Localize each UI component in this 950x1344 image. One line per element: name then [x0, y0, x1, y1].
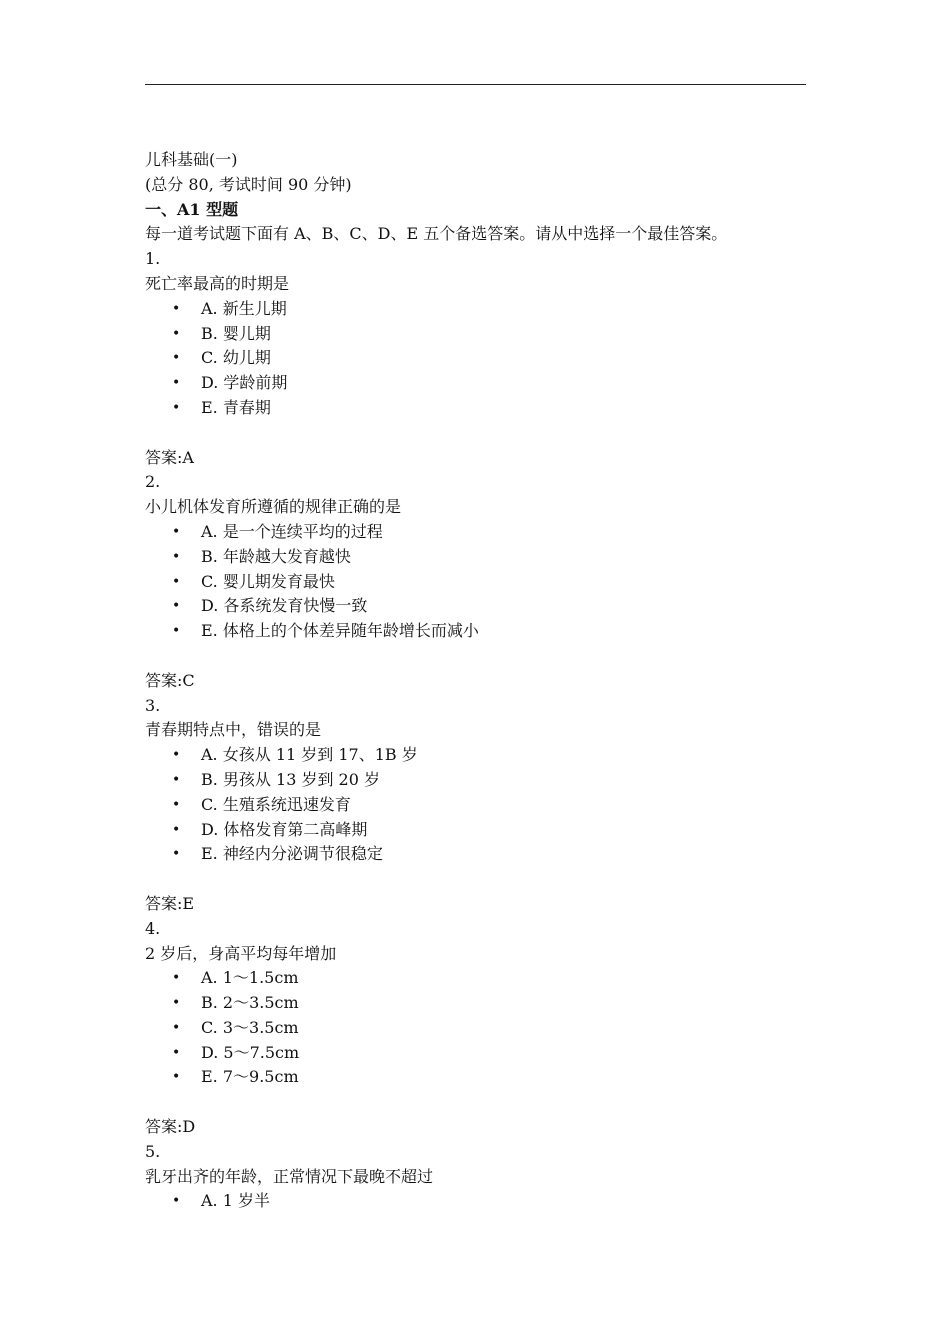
option-list	[145, 966, 845, 1090]
option-item	[145, 594, 845, 619]
question-number: 5.	[145, 1141, 161, 1161]
document-title: 儿科基础(一)	[145, 150, 238, 169]
option-text: A. 新生儿期	[201, 298, 287, 318]
option-item	[145, 793, 845, 818]
option-item	[145, 570, 845, 595]
bullet-icon: •	[172, 1044, 181, 1061]
option-text: C. 幼儿期	[201, 348, 271, 368]
document-body	[145, 148, 845, 1214]
option-item	[145, 619, 845, 644]
option-text: D. 学龄前期	[201, 373, 288, 393]
option-item	[145, 768, 845, 793]
bullet-icon: •	[172, 970, 181, 987]
bullet-icon: •	[172, 598, 181, 615]
bullet-icon: •	[172, 325, 181, 342]
header-rule	[145, 84, 806, 85]
option-item	[145, 842, 845, 867]
bullet-icon: •	[172, 350, 181, 367]
option-text: A. 女孩从 11 岁到 17、1B 岁	[201, 745, 418, 765]
option-text: B. 2～3.5cm	[201, 993, 299, 1013]
option-item	[145, 297, 845, 322]
option-text: C. 婴儿期发育最快	[201, 571, 335, 591]
option-item	[145, 1041, 845, 1066]
bullet-icon: •	[172, 623, 181, 640]
option-item	[145, 520, 845, 545]
bullet-icon: •	[172, 523, 181, 540]
section-heading: 一、A1 型题	[145, 199, 239, 219]
option-text: D. 各系统发育快慢一致	[201, 596, 368, 616]
option-text: B. 男孩从 13 岁到 20 岁	[201, 769, 380, 789]
option-item	[145, 966, 845, 991]
option-text: E. 7～9.5cm	[201, 1067, 299, 1087]
option-text: C. 生殖系统迅速发育	[201, 794, 351, 814]
question-stem: 2 岁后，身高平均每年增加	[145, 943, 337, 963]
bullet-icon: •	[172, 399, 181, 416]
option-text: A. 1～1.5cm	[201, 968, 299, 988]
option-item	[145, 346, 845, 371]
option-text: B. 婴儿期	[201, 323, 271, 343]
answer-line: 答案:C	[145, 670, 195, 690]
option-item	[145, 371, 845, 396]
option-item	[145, 1016, 845, 1041]
option-list	[145, 743, 845, 867]
section-instruction: 每一道考试题下面有 A、B、C、D、E 五个备选答案。请从中选择一个最佳答案。	[145, 224, 728, 244]
option-text: C. 3～3.5cm	[201, 1017, 299, 1037]
question-number: 2.	[145, 472, 161, 492]
bullet-icon: •	[172, 1019, 181, 1036]
question-5	[145, 1140, 845, 1214]
option-list	[145, 520, 845, 644]
option-text: B. 年龄越大发育越快	[201, 546, 351, 566]
question-number: 1.	[145, 249, 161, 269]
bullet-icon: •	[172, 573, 181, 590]
bullet-icon: •	[172, 995, 181, 1012]
option-item	[145, 545, 845, 570]
question-4	[145, 917, 845, 1140]
document-subtitle: (总分 80, 考试时间 90 分钟)	[145, 174, 352, 194]
answer-line: 答案:A	[145, 447, 194, 467]
bullet-icon: •	[172, 1069, 181, 1086]
option-item	[145, 322, 845, 347]
bullet-icon: •	[172, 375, 181, 392]
question-stem: 死亡率最高的时期是	[145, 273, 290, 293]
bullet-icon: •	[172, 771, 181, 788]
question-2	[145, 470, 845, 693]
bullet-icon: •	[172, 300, 181, 317]
question-3	[145, 694, 845, 917]
option-text: D. 5～7.5cm	[201, 1042, 300, 1062]
option-item	[145, 818, 845, 843]
answer-line: 答案:E	[145, 893, 195, 913]
bullet-icon: •	[172, 548, 181, 565]
option-text: E. 青春期	[201, 397, 271, 417]
bullet-icon: •	[172, 796, 181, 813]
bullet-icon: •	[172, 846, 181, 863]
option-text: D. 体格发育第二高峰期	[201, 819, 368, 839]
option-list	[145, 297, 845, 421]
option-item	[145, 991, 845, 1016]
question-number: 4.	[145, 918, 161, 938]
option-item	[145, 396, 845, 421]
option-text: A. 1 岁半	[201, 1191, 270, 1211]
question-1	[145, 247, 845, 470]
option-text: A. 是一个连续平均的过程	[201, 521, 383, 541]
bullet-icon: •	[172, 1193, 181, 1210]
option-item	[145, 1189, 845, 1214]
question-number: 3.	[145, 695, 161, 715]
bullet-icon: •	[172, 821, 181, 838]
option-list	[145, 1189, 845, 1214]
question-stem: 青春期特点中，错误的是	[145, 720, 322, 740]
answer-line: 答案:D	[145, 1117, 196, 1137]
option-item	[145, 743, 845, 768]
option-text: E. 神经内分泌调节很稳定	[201, 844, 383, 864]
question-stem: 小儿机体发育所遵循的规律正确的是	[145, 497, 402, 517]
bullet-icon: •	[172, 747, 181, 764]
option-item	[145, 1065, 845, 1090]
question-stem: 乳牙出齐的年龄，正常情况下最晚不超过	[145, 1166, 434, 1186]
option-text: E. 体格上的个体差异随年龄增长而减小	[201, 621, 479, 641]
